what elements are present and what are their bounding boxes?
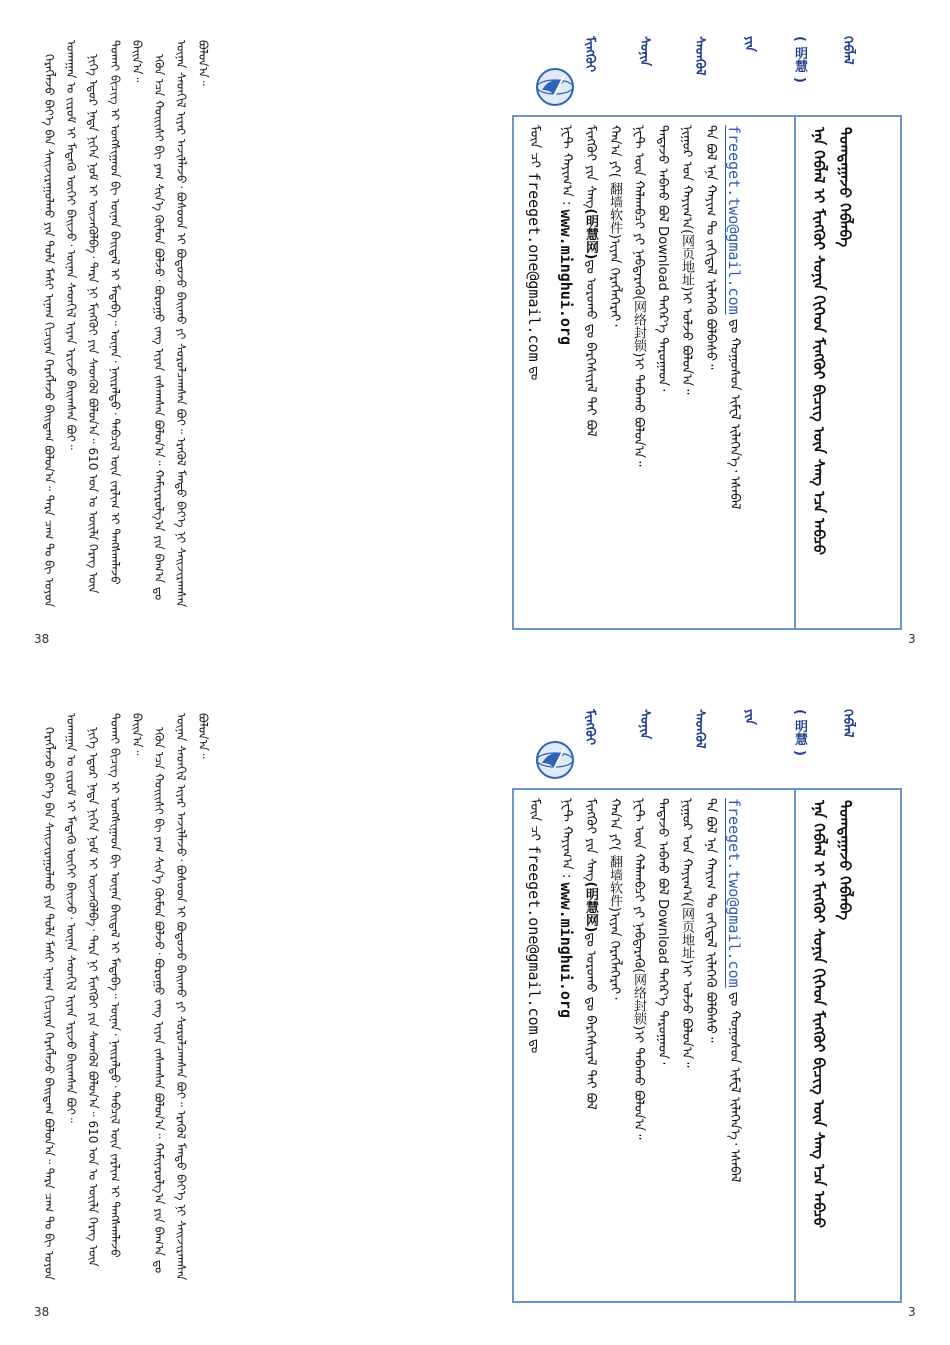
contact-line: ᠲᠠ ᠪᠣᠯ ᠡᠨᠡ ᠬᠠᠶᠢᠭ ᠲᠤ ᠵᠠᠬᠢᠳᠠᠯ ᠢᠯᠡᠬᠡᠬᠦ ᠪᠣᠯᠪᠠᠰᠤ᠃ [703,125,718,370]
email-line [722,125,746,625]
access-cn: (明慧网) [583,881,598,933]
foot-suffix: ᠳᠤ [527,365,542,381]
address-suffix: ᠢ ᠣᠯᠵᠤ ᠪᠣᠯᠤᠨ᠎ᠠ᠃ [679,291,694,395]
notice-title: ᠡᠨᠡ ᠬᠡᠪᠯᠡᠯ ᠢ ᠮᠢᠩᠬᠦᠢ ᠰᠣᠨᠢᠨ ᠬᠢᠭᠡᠳ ᠮᠢᠩᠬᠦᠢ ᠪᠢᠴᠢᠭ ᠦᠨ ᠰᠠᠩ ᠡᠴᠡ ᠠᠪᠴᠤ ᠲᠣᠭᠲᠠᠭᠠᠵᠤ ᠬᠡᠪᠯᠡᠪᠡ [810,127,854,556]
block-cn: (网络封锁) [631,968,646,1031]
software-mid: ᠢᠶᠡᠨ ᠬᠡᠷᠡᠭᠯᠡᠭᠡᠷᠡᠢ᠂ [607,911,622,1000]
publisher-col: ( 明慧 ) [792,36,807,83]
download-line: ᠲᠠᠲᠠᠵᠤ ᠠᠪᠬᠤ ᠪᠣᠯ Download ᠳᠡᠭᠡᠷ᠎ᠡ ᠳᠠᠷᠤᠭᠠᠳ᠂ [655,798,670,1065]
software-cn: ( 翻墙软件) [607,845,622,912]
notice-foot [522,125,550,625]
mongolian-paragraph: ᠨᠢᠭᠡ ᠡᠳᠦᠷ ᠨᠠᠳᠠ ᠨᠢᠭᠡᠨ ᠨᠣᠮ ᠢ ᠦᠵᠡᠭᠦᠯᠪᠡ᠂ ᠲᠡᠷᠡ ᠨᠢ ᠮᠢᠩᠬᠦᠢ ᠶᠢᠨ ᠰᠡᠳᠬᠦᠯ ᠪᠣᠯᠤᠨ᠎ᠠ᠃ 610 ᠣᠨ ᠤ ᠦᠢᠯᠡ ᠬᠡᠷᠡᠭ ᠦᠨ ᠲᠤᠬᠠᠢ ᠪᠢᠴᠢᠭ ᠢ ᠤᠩᠰᠢᠭᠠᠳ ᠪᠢ ᠦᠨᠡᠨ ᠪᠠᠢᠳᠠᠯ ᠢ ᠮᠡᠳᠡᠪᠡ᠃ ᠦᠨᠡᠨ᠂ ᠨᠠᠢᠷᠠᠯᠲᠤ᠂ ᠲᠡᠪᠴᠢᠯ ᠦᠨ ᠵᠠᠷᠯᠢᠭ ᠢ ᠲᠠᠩᠰᠠᠭᠯᠠᠵᠤ ᠪᠠᠢᠨ᠎ᠠ᠃ [86,40,144,594]
web-label: ᠨᠧᠲ ᠬᠠᠶᠢᠭ᠎ᠠ : [559,125,574,206]
address-line [674,125,698,625]
minghui-dove-globe-icon [534,739,576,781]
address-prefix: ᠨᠢᠭᠤᠷ ᠤᠨ ᠬᠠᠶᠢᠭ᠎ᠠ [679,798,694,903]
block-suffix: ᠢ ᠳᠠᠪᠠᠬᠤ ᠪᠤᠯᠤᠨ᠎ᠠ᠃ [631,1030,646,1140]
foot-prefix: ᠮᠦᠨ ᠴᠢ [527,125,542,168]
spread-top [0,0,950,672]
notice-foot [522,798,550,1298]
mongolian-paragraph: ᠡᠭᠦᠨ ᠡᠴᠡ ᠬᠣᠢᠢᠰᠢ ᠪᠢ ᠶᠠᠭ ᠰᠢᠨ᠎ᠡ ᠬᠦᠮᠦᠨ ᠪᠣᠯᠵᠤ᠂ ᠪᠤᠷᠤᠭᠤ ᠵᠠᠩ ᠢᠶᠠᠨ ᠵᠠᠰᠠᠭᠰᠠᠨ ᠪᠣᠯᠤᠨ᠎ᠠ᠃ ᠬᠠᠮᠢᠶᠠᠷᠤᠯᠭ᠎ᠠ ᠶᠢᠨ ᠪᠠᠭ᠎ᠠ ᠳᠤ ᠦᠨᠡᠨ ᠰᠡᠳᠬᠢᠯ ᠢᠶᠡᠷ ᠠᠵᠢᠯᠯᠠᠵᠤ᠂ ᠪᠤᠰᠤᠳ ᠢ ᠪᠣᠳᠤᠵᠤ ᠪᠠᠢᠬᠤ ᠶᠢ ᠰᠤᠷᠤᠯᠴᠠᠭᠰᠠᠨ ᠪᠤᠢ᠃ ᠡᠷᠡᠭᠦᠯ ᠮᠡᠨᠳᠦ ᠪᠡᠶ᠎ᠡ ᠨᠢ ᠰᠠᠢᠵᠢᠷᠠᠭᠰᠠᠨ ᠪᠣᠯᠤᠨ᠎ᠠ᠃ [152,40,210,608]
publisher-col: ᠶᠢᠨ [742,709,757,725]
publisher-strip [580,36,900,108]
divider [794,790,796,1301]
publisher-col: ᠰᠡᠳᠬᠦᠯ [692,709,707,749]
block-prefix: ᠨᠧᠲ ᠦᠨ ᠬᠠᠯᠬᠠᠪᠴᠢ ᠶᠢ ᠨᠡᠪᠲᠡᠷᠡᠬᠦ [631,125,646,296]
notice-title: ᠡᠨᠡ ᠬᠡᠪᠯᠡᠯ ᠢ ᠮᠢᠩᠬᠦᠢ ᠰᠣᠨᠢᠨ ᠬᠢᠭᠡᠳ ᠮᠢᠩᠬᠦᠢ ᠪᠢᠴᠢᠭ ᠦᠨ ᠰᠠᠩ ᠡᠴᠡ ᠠᠪᠴᠤ ᠲᠣᠭᠲᠠᠭᠠᠵᠤ ᠬᠡᠪᠯᠡᠪᠡ [810,800,854,1229]
minghui-dove-globe-icon [534,66,576,108]
mongolian-paragraph: ᠬᠡᠷᠡᠭᠯᠡᠵᠦ ᠪᠡᠶ᠎ᠡ ᠪᠡᠨ ᠰᠠᠢᠵᠢᠷᠠᠭᠤᠯᠬᠤ ᠶᠢᠨ ᠲᠤᠯᠠ ᠮᠠᠰᠢ ᠢᠨᠠᠭ ᠬᠢᠴᠢᠶᠡᠨ ᠬᠡᠷᠡᠭᠯᠡᠵᠦ ᠪᠠᠢᠳᠠᠭ ᠪᠣᠯᠤᠨ᠎ᠠ᠃ ᠲᠡᠷᠡ ᠴᠠᠭ ᠲᠤ ᠪᠢ ᠣᠶᠤᠨ ᠤᠬᠠᠭᠠᠨ ᠤ ᠵᠢᠷᠤᠮ ᠢ ᠮᠡᠳᠡᠬᠦ ᠦᠭᠡᠢ ᠪᠠᠢᠵᠤ᠂ ᠦᠨᠡᠨ ᠰᠡᠳᠬᠢᠯ ᠢᠶᠡᠨ ᠡᠷᠢᠵᠦ ᠪᠠᠢᠭᠰᠠᠨ ᠪᠤᠢ᠃ [42,713,78,1281]
block-line [626,125,650,625]
left-page-text [38,40,418,615]
web-url[interactable]: www.minghui.org [557,882,575,1018]
email-suffix: ᠳᠤ ᠬᠣᠭᠣᠰᠣᠨ ᠢᠮᠧᠯ ᠢᠯᠡᠬᠡᠨ᠎ᠡ᠂ ᠡᠰᠡᠪᠡᠯ [727,318,742,510]
access-line [578,125,602,625]
email-suffix: ᠳᠤ ᠬᠣᠭᠣᠰᠣᠨ ᠢᠮᠧᠯ ᠢᠯᠡᠬᠡᠨ᠎ᠡ᠂ ᠡᠰᠡᠪᠡᠯ [727,991,742,1183]
download-line: ᠲᠠᠲᠠᠵᠤ ᠠᠪᠬᠤ ᠪᠣᠯ Download ᠳᠡᠭᠡᠷ᠎ᠡ ᠳᠠᠷᠤᠭᠠᠳ᠂ [655,125,670,392]
page-number-left: 38 [34,632,50,646]
address-cn: (网页地址) [679,902,694,965]
publisher-strip [580,709,900,781]
block-line [626,798,650,1298]
email-secondary[interactable]: freeget.one@gmail.com [525,172,543,362]
contact-line: ᠲᠠ ᠪᠣᠯ ᠡᠨᠡ ᠬᠠᠶᠢᠭ ᠲᠤ ᠵᠠᠬᠢᠳᠠᠯ ᠢᠯᠡᠬᠡᠬᠦ ᠪᠣᠯᠪᠠᠰᠤ᠃ [703,798,718,1043]
access-prefix: ᠮᠢᠩᠬᠦᠢ ᠶᠢᠨ ᠰᠠᠩ [583,798,598,882]
block-cn: (网络封锁) [631,295,646,358]
publisher-col: ᠶᠢᠨ [742,36,757,52]
publisher-col: ᠰᠡᠳᠬᠦᠯ [692,36,707,76]
access-prefix: ᠮᠢᠩᠬᠦᠢ ᠶᠢᠨ ᠰᠠᠩ [583,125,598,209]
publisher-col: ᠰᠣᠨᠢᠨ [637,709,652,740]
notice-body [554,125,786,625]
publisher-col: ᠬᠡᠪᠯᠡᠯ [840,709,855,738]
address-prefix: ᠨᠢᠭᠤᠷ ᠤᠨ ᠬᠠᠶᠢᠭ᠎ᠠ [679,125,694,230]
web-line [554,125,578,625]
foot-suffix: ᠳᠤ [527,1038,542,1054]
mongolian-paragraph: ᠬᠡᠷᠡᠭᠯᠡᠵᠦ ᠪᠡᠶ᠎ᠡ ᠪᠡᠨ ᠰᠠᠢᠵᠢᠷᠠᠭᠤᠯᠬᠤ ᠶᠢᠨ ᠲᠤᠯᠠ ᠮᠠᠰᠢ ᠢᠨᠠᠭ ᠬᠢᠴᠢᠶᠡᠨ ᠬᠡᠷᠡᠭᠯᠡᠵᠦ ᠪᠠᠢᠳᠠᠭ ᠪᠣᠯᠤᠨ᠎ᠠ᠃ ᠲᠡᠷᠡ ᠴᠠᠭ ᠲᠤ ᠪᠢ ᠣᠶᠤᠨ ᠤᠬᠠᠭᠠᠨ ᠤ ᠵᠢᠷᠤᠮ ᠢ ᠮᠡᠳᠡᠬᠦ ᠦᠭᠡᠢ ᠪᠠᠢᠵᠤ᠂ ᠦᠨᠡᠨ ᠰᠡᠳᠬᠢᠯ ᠢᠶᠡᠨ ᠡᠷᠢᠵᠦ ᠪᠠᠢᠭᠰᠠᠨ ᠪᠤᠢ᠃ [42,40,78,608]
software-prefix: ᠬᠠᠨ᠎ᠠ ᠶᠢ [607,125,622,173]
software-mid: ᠢᠶᠡᠨ ᠬᠡᠷᠡᠭᠯᠡᠭᠡᠷᠡᠢ᠂ [607,238,622,327]
software-line [602,798,626,1298]
publisher-col: ᠮᠢᠩᠬᠦᠢ [582,709,597,745]
software-cn: ( 翻墙软件) [607,172,622,239]
page-number-right: 3 [908,632,916,646]
mongolian-paragraph: ᠡᠭᠦᠨ ᠡᠴᠡ ᠬᠣᠢᠢᠰᠢ ᠪᠢ ᠶᠠᠭ ᠰᠢᠨ᠎ᠡ ᠬᠦᠮᠦᠨ ᠪᠣᠯᠵᠤ᠂ ᠪᠤᠷᠤᠭᠤ ᠵᠠᠩ ᠢᠶᠠᠨ ᠵᠠᠰᠠᠭᠰᠠᠨ ᠪᠣᠯᠤᠨ᠎ᠠ᠃ ᠬᠠᠮᠢᠶᠠᠷᠤᠯᠭ᠎ᠠ ᠶᠢᠨ ᠪᠠᠭ᠎ᠠ ᠳᠤ ᠦᠨᠡᠨ ᠰᠡᠳᠬᠢᠯ ᠢᠶᠡᠷ ᠠᠵᠢᠯᠯᠠᠵᠤ᠂ ᠪᠤᠰᠤᠳ ᠢ ᠪᠣᠳᠤᠵᠤ ᠪᠠᠢᠬᠤ ᠶᠢ ᠰᠤᠷᠤᠯᠴᠠᠭᠰᠠᠨ ᠪᠤᠢ᠃ ᠡᠷᠡᠭᠦᠯ ᠮᠡᠨᠳᠦ ᠪᠡᠶ᠎ᠡ ᠨᠢ ᠰᠠᠢᠵᠢᠷᠠᠭᠰᠠᠨ ᠪᠣᠯᠤᠨ᠎ᠠ᠃ [152,713,210,1281]
foot-prefix: ᠮᠦᠨ ᠴᠢ [527,798,542,841]
access-suffix: ᠳᠤ ᠣᠷᠣᠬᠤ ᠳᠤ ᠪᠡᠷᠬᠡᠰᠢᠶᠡᠯ ᠲᠠᠢ ᠪᠣᠯ [583,932,598,1110]
email-link-primary[interactable]: freeget.two@gmail.com [725,125,743,315]
block-suffix: ᠢ ᠳᠠᠪᠠᠬᠤ ᠪᠤᠯᠤᠨ᠎ᠠ᠃ [631,357,646,467]
address-line [674,798,698,1298]
page-number-right: 3 [908,1305,916,1319]
publisher-col: ᠮᠢᠩᠬᠦᠢ [582,36,597,72]
web-label: ᠨᠧᠲ ᠬᠠᠶᠢᠭ᠎ᠠ : [559,798,574,879]
access-cn: (明慧网) [583,208,598,260]
software-line [602,125,626,625]
publisher-col: ᠰᠣᠨᠢᠨ [637,36,652,67]
divider [794,117,796,628]
access-suffix: ᠳᠤ ᠣᠷᠣᠬᠤ ᠳᠤ ᠪᠡᠷᠬᠡᠰᠢᠶᠡᠯ ᠲᠠᠢ ᠪᠣᠯ [583,259,598,437]
left-page-text [38,713,418,1288]
page-number-left: 38 [34,1305,50,1319]
spread-bottom [0,673,950,1345]
software-prefix: ᠬᠠᠨ᠎ᠠ ᠶᠢ [607,798,622,846]
address-cn: (网页地址) [679,229,694,292]
publisher-col: ᠬᠡᠪᠯᠡᠯ [840,36,855,65]
email-line [722,798,746,1298]
address-suffix: ᠢ ᠣᠯᠵᠤ ᠪᠣᠯᠤᠨ᠎ᠠ᠃ [679,964,694,1068]
publisher-col: ( 明慧 ) [792,709,807,756]
notice-box [512,788,902,1303]
email-link-primary[interactable]: freeget.two@gmail.com [725,798,743,988]
access-line [578,798,602,1298]
web-url[interactable]: www.minghui.org [557,209,575,345]
email-secondary[interactable]: freeget.one@gmail.com [525,845,543,1035]
mongolian-paragraph: ᠨᠢᠭᠡ ᠡᠳᠦᠷ ᠨᠠᠳᠠ ᠨᠢᠭᠡᠨ ᠨᠣᠮ ᠢ ᠦᠵᠡᠭᠦᠯᠪᠡ᠂ ᠲᠡᠷᠡ ᠨᠢ ᠮᠢᠩᠬᠦᠢ ᠶᠢᠨ ᠰᠡᠳᠬᠦᠯ ᠪᠣᠯᠤᠨ᠎ᠠ᠃ 610 ᠣᠨ ᠤ ᠦᠢᠯᠡ ᠬᠡᠷᠡᠭ ᠦᠨ ᠲᠤᠬᠠᠢ ᠪᠢᠴᠢᠭ ᠢ ᠤᠩᠰᠢᠭᠠᠳ ᠪᠢ ᠦᠨᠡᠨ ᠪᠠᠢᠳᠠᠯ ᠢ ᠮᠡᠳᠡᠪᠡ᠃ ᠦᠨᠡᠨ᠂ ᠨᠠᠢᠷᠠᠯᠲᠤ᠂ ᠲᠡᠪᠴᠢᠯ ᠦᠨ ᠵᠠᠷᠯᠢᠭ ᠢ ᠲᠠᠩᠰᠠᠭᠯᠠᠵᠤ ᠪᠠᠢᠨ᠎ᠠ᠃ [86,713,144,1267]
notice-box [512,115,902,630]
block-prefix: ᠨᠧᠲ ᠦᠨ ᠬᠠᠯᠬᠠᠪᠴᠢ ᠶᠢ ᠨᠡᠪᠲᠡᠷᠡᠬᠦ [631,798,646,969]
web-line [554,798,578,1298]
notice-body [554,798,786,1298]
